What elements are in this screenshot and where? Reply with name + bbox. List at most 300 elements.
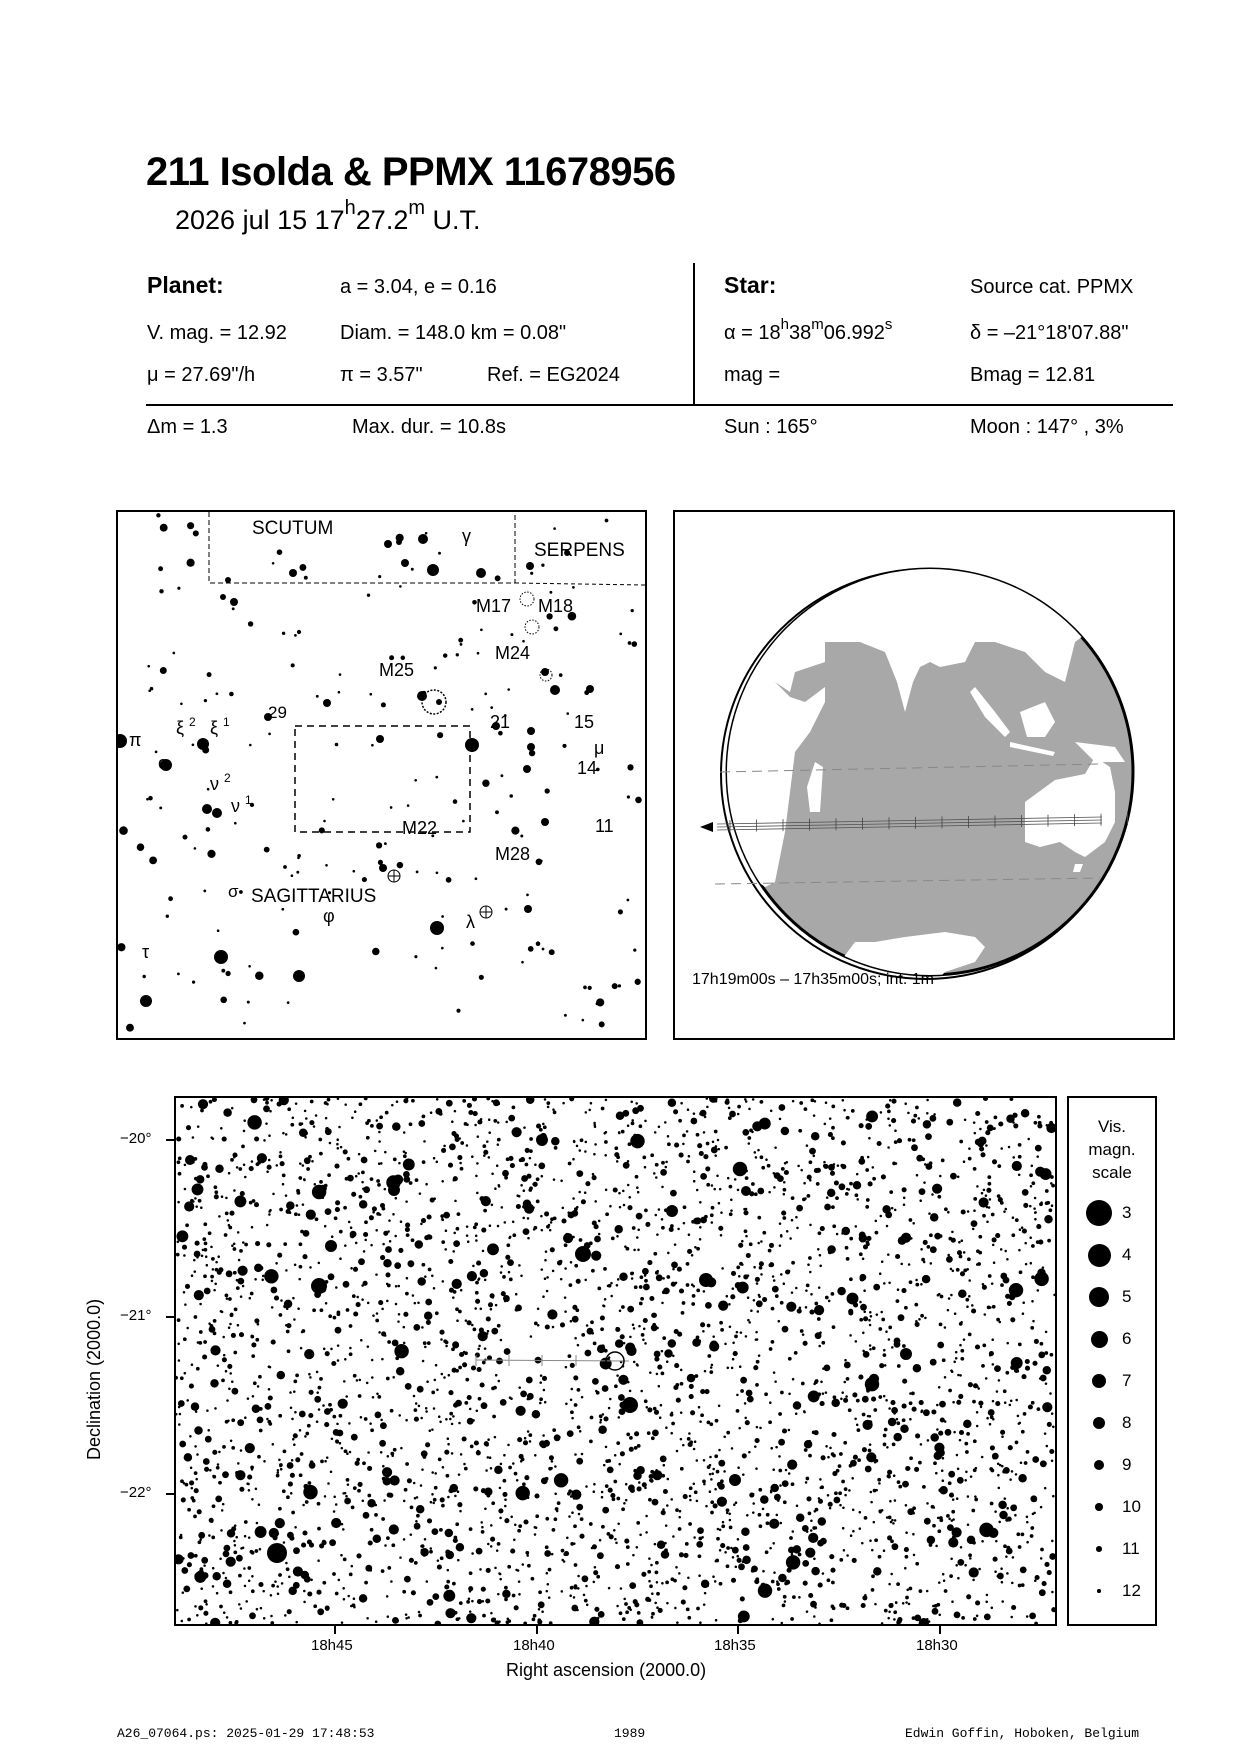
field-star [230, 1158, 234, 1162]
field-star [714, 1580, 717, 1583]
field-star [857, 1458, 861, 1462]
field-star [752, 1502, 755, 1505]
finder-star [521, 961, 524, 964]
field-star [343, 1598, 346, 1601]
field-star [851, 1109, 855, 1113]
field-star [633, 1249, 636, 1252]
field-star [881, 1260, 884, 1263]
field-star [1022, 1312, 1025, 1315]
field-star [214, 1194, 219, 1199]
field-star [599, 1539, 602, 1542]
field-star [656, 1233, 659, 1236]
field-star [670, 1432, 673, 1435]
field-star [944, 1589, 948, 1593]
field-star [839, 1603, 844, 1608]
field-star [358, 1394, 362, 1398]
field-star [497, 1593, 500, 1596]
field-star [687, 1616, 691, 1620]
field-star [407, 1478, 412, 1483]
field-star [594, 1236, 601, 1243]
field-star [993, 1127, 996, 1130]
field-star [539, 1397, 543, 1401]
field-star [544, 1211, 549, 1216]
field-star [453, 1290, 457, 1294]
field-star [455, 1307, 459, 1311]
field-star [491, 1501, 495, 1505]
field-star [636, 1521, 640, 1525]
field-star [1019, 1422, 1022, 1425]
field-star [846, 1257, 850, 1261]
field-star [904, 1567, 907, 1570]
field-star [214, 1407, 217, 1410]
field-star [394, 1235, 397, 1238]
field-star [602, 1507, 609, 1514]
field-star [755, 1383, 759, 1387]
field-star [446, 1580, 450, 1584]
field-star [1033, 1207, 1036, 1210]
field-star [487, 1543, 490, 1546]
field-star [518, 1195, 521, 1198]
field-star [195, 1241, 200, 1246]
field-star [226, 1616, 229, 1619]
field-star [801, 1382, 805, 1386]
field-star [412, 1294, 415, 1297]
field-star [217, 1364, 220, 1367]
field-star [783, 1181, 786, 1184]
field-star [627, 1124, 630, 1127]
field-star [523, 1519, 528, 1524]
field-star [868, 1137, 871, 1140]
field-star [718, 1460, 725, 1467]
field-star [948, 1537, 958, 1547]
field-star [418, 1614, 422, 1618]
field-star [343, 1558, 347, 1562]
field-star [435, 1364, 438, 1367]
field-star [590, 1320, 594, 1324]
field-star [581, 1333, 585, 1337]
finder-star [411, 568, 414, 571]
field-star [760, 1240, 763, 1243]
field-star [826, 1196, 829, 1199]
field-star [892, 1522, 895, 1525]
field-star [475, 1239, 478, 1242]
field-star [309, 1462, 316, 1469]
field-star [693, 1536, 696, 1539]
field-star [848, 1188, 851, 1191]
field-star [240, 1191, 245, 1196]
field-star [356, 1302, 361, 1307]
field-star [310, 1100, 314, 1104]
field-star [656, 1274, 663, 1281]
field-star [805, 1306, 808, 1309]
field-star [1018, 1155, 1022, 1159]
field-star [204, 1248, 208, 1252]
field-star [601, 1491, 604, 1494]
field-star [364, 1417, 368, 1421]
field-star [887, 1535, 892, 1540]
field-star [598, 1233, 601, 1236]
field-star [1011, 1233, 1015, 1237]
field-star [605, 1189, 608, 1192]
field-star [522, 1563, 525, 1566]
field-star [337, 1098, 340, 1100]
field-star [340, 1403, 343, 1406]
field-star [322, 1540, 326, 1544]
field-star [529, 1157, 532, 1160]
field-star [290, 1492, 293, 1495]
field-star [359, 1102, 363, 1106]
field-star [668, 1099, 677, 1108]
field-star [335, 1503, 338, 1506]
field-star [442, 1280, 445, 1283]
field-star [748, 1321, 751, 1324]
field-star [615, 1339, 624, 1348]
field-star [225, 1212, 229, 1216]
field-star [881, 1174, 886, 1179]
field-star [709, 1370, 713, 1374]
field-star [420, 1484, 423, 1487]
field-star [959, 1322, 963, 1326]
field-star [473, 1328, 477, 1332]
field-star [525, 1163, 529, 1167]
field-star [1003, 1544, 1007, 1548]
field-star [228, 1172, 231, 1175]
star-dec: δ = –21°18'07.88" [970, 322, 1129, 344]
field-star [821, 1455, 826, 1460]
field-star [949, 1574, 953, 1578]
field-star [481, 1196, 491, 1206]
field-star [851, 1477, 854, 1480]
field-star [451, 1120, 454, 1123]
field-star [961, 1209, 966, 1214]
field-star [553, 1217, 557, 1221]
field-star [184, 1188, 187, 1191]
field-star [1006, 1572, 1009, 1575]
field-star [534, 1163, 537, 1166]
finder-star [207, 672, 212, 677]
field-star [544, 1277, 547, 1280]
field-star [829, 1117, 832, 1120]
field-star [608, 1356, 611, 1359]
field-star [576, 1170, 583, 1177]
field-star [1024, 1461, 1028, 1465]
field-star [715, 1419, 719, 1423]
field-star [891, 1346, 894, 1349]
field-star [978, 1568, 981, 1571]
finder-star [427, 564, 439, 576]
field-star [771, 1307, 775, 1311]
star-ra: $\alpha = 18^h38^m06.992^s$ [724, 316, 893, 344]
field-star [320, 1460, 324, 1464]
finder-star [291, 663, 295, 667]
field-star [309, 1390, 314, 1395]
field-star [205, 1622, 208, 1624]
field-star [494, 1567, 497, 1570]
field-star [251, 1468, 254, 1471]
field-star [800, 1169, 803, 1172]
field-star [471, 1600, 474, 1603]
finder-star [605, 519, 609, 523]
field-star [720, 1234, 723, 1237]
field-star [449, 1144, 456, 1151]
finder-star [247, 1001, 250, 1004]
field-star [459, 1352, 464, 1357]
field-star [464, 1401, 468, 1405]
field-star [994, 1570, 997, 1573]
field-star [667, 1135, 670, 1138]
field-star [988, 1206, 991, 1209]
field-star [259, 1548, 262, 1551]
field-star [995, 1540, 998, 1543]
field-star [682, 1134, 686, 1138]
field-star [324, 1101, 328, 1105]
field-star [709, 1422, 713, 1426]
field-star [457, 1559, 460, 1562]
field-star [458, 1473, 461, 1476]
field-star [1006, 1258, 1009, 1261]
field-star [990, 1415, 994, 1419]
field-star [1034, 1339, 1039, 1344]
finder-star [627, 764, 633, 770]
field-star [504, 1221, 507, 1224]
field-star [442, 1219, 445, 1222]
field-star [894, 1338, 901, 1345]
field-star [579, 1149, 582, 1152]
field-star [345, 1395, 348, 1398]
field-star [221, 1509, 224, 1512]
field-star [534, 1526, 537, 1529]
field-star [375, 1620, 378, 1623]
field-star [729, 1185, 733, 1189]
field-star [1036, 1240, 1040, 1244]
field-star [500, 1399, 507, 1406]
field-star [705, 1302, 712, 1309]
field-star [220, 1529, 223, 1532]
finder-star [541, 818, 549, 826]
field-star [959, 1140, 963, 1144]
field-star [311, 1160, 314, 1163]
field-star [760, 1100, 764, 1104]
field-star [714, 1488, 717, 1491]
field-star [278, 1507, 282, 1511]
finder-star [628, 641, 632, 645]
field-star [779, 1244, 782, 1247]
field-star [783, 1500, 787, 1504]
field-star [570, 1363, 575, 1368]
field-star [716, 1537, 720, 1541]
field-star [772, 1468, 775, 1471]
field-star [226, 1557, 236, 1567]
field-star [1010, 1365, 1015, 1370]
field-star [693, 1218, 700, 1225]
field-star [682, 1444, 685, 1447]
field-star [351, 1434, 358, 1441]
field-star [992, 1244, 995, 1247]
field-star [499, 1487, 502, 1490]
field-star [894, 1519, 897, 1522]
field-star [907, 1466, 911, 1470]
field-star [244, 1585, 247, 1588]
field-star [282, 1174, 286, 1178]
field-star [855, 1340, 858, 1343]
field-star [912, 1533, 915, 1536]
field-star [473, 1486, 478, 1491]
field-star [675, 1282, 678, 1285]
field-star [381, 1358, 384, 1361]
field-star [286, 1567, 290, 1571]
field-star [561, 1549, 565, 1553]
field-star [768, 1249, 772, 1253]
field-star [832, 1325, 836, 1329]
field-star [992, 1363, 995, 1366]
field-star [758, 1354, 761, 1357]
field-star [431, 1275, 434, 1278]
field-star [985, 1377, 988, 1380]
field-star [190, 1106, 193, 1109]
field-star [515, 1308, 519, 1312]
field-star [295, 1457, 300, 1462]
field-star [357, 1489, 361, 1493]
field-star [1030, 1526, 1034, 1530]
field-star [417, 1302, 420, 1305]
field-star [747, 1136, 751, 1140]
field-star [754, 1192, 758, 1196]
field-star [251, 1226, 254, 1229]
field-star [720, 1211, 723, 1214]
field-star [496, 1549, 499, 1552]
field-star [397, 1320, 400, 1323]
field-star [808, 1256, 812, 1260]
field-star [696, 1500, 699, 1503]
field-star [768, 1420, 772, 1424]
field-star [897, 1619, 902, 1624]
field-star [1040, 1548, 1044, 1552]
field-star [948, 1297, 951, 1300]
field-star [661, 1350, 664, 1353]
field-star [1045, 1201, 1049, 1205]
field-star [905, 1531, 908, 1534]
field-star [692, 1338, 701, 1347]
field-star [393, 1158, 397, 1162]
field-star [195, 1205, 198, 1208]
field-star [366, 1617, 369, 1620]
field-star [788, 1429, 791, 1432]
field-star [926, 1590, 929, 1593]
field-star [912, 1506, 916, 1510]
field-star [726, 1431, 730, 1435]
finder-star [416, 871, 419, 874]
field-star [679, 1288, 684, 1293]
field-star [948, 1471, 955, 1478]
field-star [287, 1532, 294, 1539]
finder-star [148, 796, 153, 801]
field-star [1022, 1229, 1027, 1234]
field-star [538, 1163, 545, 1170]
field-star [198, 1199, 202, 1203]
field-star [328, 1403, 332, 1407]
field-star [482, 1144, 486, 1148]
field-star [862, 1413, 866, 1417]
field-star [490, 1545, 493, 1548]
field-star [559, 1260, 563, 1264]
field-star [700, 1389, 705, 1394]
field-star [665, 1426, 668, 1429]
field-star [221, 1195, 224, 1198]
finder-star [204, 699, 207, 702]
field-star [561, 1590, 564, 1593]
field-star [788, 1393, 791, 1396]
field-star [692, 1285, 695, 1288]
field-star [564, 1243, 568, 1247]
field-star [462, 1099, 466, 1103]
field-star [454, 1611, 458, 1615]
field-star [603, 1416, 608, 1421]
field-star [866, 1110, 878, 1122]
finder-star [434, 666, 437, 669]
field-star [883, 1349, 886, 1352]
field-star [370, 1244, 373, 1247]
field-star [669, 1227, 674, 1232]
legend-item [1069, 1198, 1155, 1228]
field-star [981, 1540, 984, 1543]
field-star [421, 1544, 425, 1548]
field-star [605, 1212, 609, 1216]
field-star [749, 1129, 753, 1133]
field-star [724, 1146, 728, 1150]
field-star [195, 1187, 199, 1191]
field-star [837, 1287, 846, 1296]
field-star [700, 1413, 704, 1417]
field-star [604, 1298, 607, 1301]
field-star [804, 1440, 813, 1449]
field-star [597, 1287, 601, 1291]
field-star [308, 1413, 313, 1418]
field-star [863, 1244, 868, 1249]
field-star [194, 1605, 197, 1608]
field-star [973, 1121, 976, 1124]
field-star [887, 1474, 891, 1478]
field-star [950, 1294, 953, 1297]
field-star [718, 1449, 721, 1452]
field-star [629, 1609, 632, 1612]
field-star [439, 1528, 443, 1532]
field-star [486, 1568, 491, 1573]
field-star [475, 1291, 479, 1295]
field-star [756, 1426, 759, 1429]
field-star [986, 1594, 989, 1597]
field-star [888, 1611, 891, 1614]
field-star [1031, 1181, 1035, 1185]
finder-star [507, 688, 510, 691]
field-star [877, 1478, 881, 1482]
field-star [247, 1475, 252, 1480]
field-star [1045, 1382, 1048, 1385]
field-star [512, 1462, 515, 1465]
field-star [762, 1570, 765, 1573]
bright-field-star [699, 1273, 713, 1287]
field-star [755, 1438, 760, 1443]
field-star [728, 1116, 732, 1120]
field-star [485, 1598, 490, 1603]
field-star [406, 1277, 409, 1280]
field-star [896, 1421, 900, 1425]
field-star [773, 1279, 776, 1282]
field-star [279, 1573, 282, 1576]
field-star [516, 1204, 521, 1209]
field-star [1013, 1113, 1018, 1118]
finder-star [296, 871, 299, 874]
field-star [355, 1461, 360, 1466]
